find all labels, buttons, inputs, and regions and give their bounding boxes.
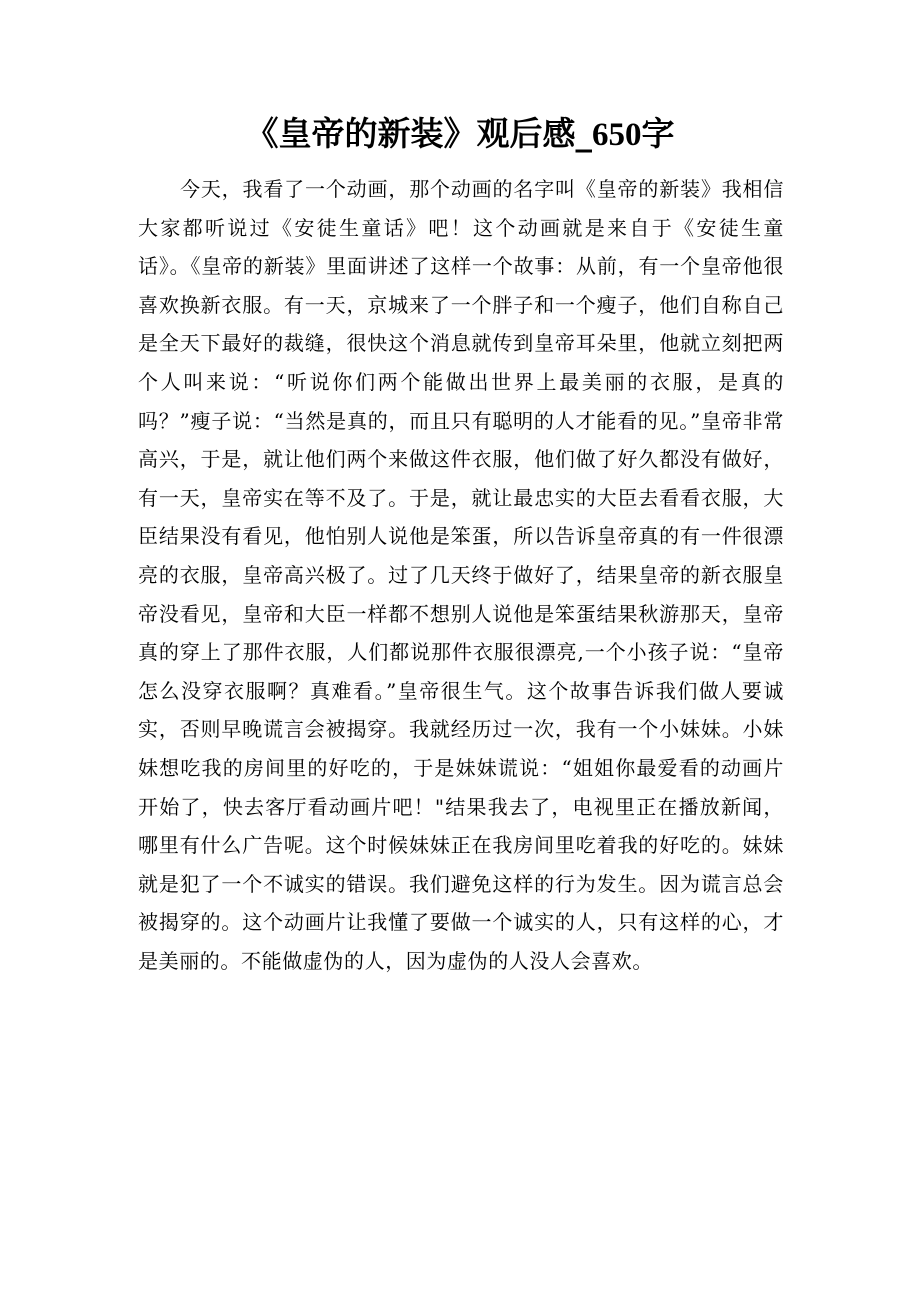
body-paragraph: 今天，我看了一个动画，那个动画的名字叫《皇帝的新装》我相信大家都听说过《安徒生童话》吧！这个动画就是来自于《安徒生童话》。《皇帝的新装》里面讲述了这样一个故事：从前，有一个皇帝他很喜欢换新衣服。有一天，京城来了一个胖子和一个瘦子，他们自称自己是全天下最好的裁缝，很快这个消息就传到皇帝耳朵里，他就立刻把两个人叫来说：“听说你们两个能做出世界上最美丽的衣服，是真的吗？”瘦子说：“当然是真的，而且只有聪明的人才能看的见。”皇帝非常高兴，于是，就让他们两个来做这件衣服，他们做了好久都没有做好，有一天，皇帝实在等不及了。于是，就让最忠实的大臣去看看衣服，大臣结果没有看见，他怕别人说他是笨蛋，所以告诉皇帝真的有一件很漂亮的衣服，皇帝高兴极了。过了几天终于做好了，结果皇帝的新衣服皇帝没看见，皇帝和大臣一样都不想别人说他是笨蛋结果秋游那天，皇帝真的穿上了那件衣服，人们都说那件衣服很漂亮,一个小孩子说：“皇帝怎么没穿衣服啊？真难看。”皇帝很生气。这个故事告诉我们做人要诚实，否则早晚谎言会被揭穿。我就经历过一次，我有一个小妹妹。小妹妹想吃我的房间里的好吃的，于是妹妹谎说：“姐姐你最爱看的动画片开始了，快去客厅看动画片吧！"结果我去了，电视里正在播放新闻，哪里有什么广告呢。这个时候妹妹正在我房间里吃着我的好吃的。妹妹就是犯了一个不诚实的错误。我们避免这样的行为发生。因为谎言总会被揭穿的。这个动画片让我懂了要做一个诚实的人，只有这样的心，才是美丽的。不能做虚伪的人，因为虚伪的人没人会喜欢。 bbox=[138, 177, 784, 973]
title-prefix: 《皇帝的新装》观后感_ bbox=[245, 114, 592, 153]
title-suffix: 字 bbox=[641, 114, 675, 153]
page-title bbox=[0, 112, 920, 157]
title-number: 650 bbox=[592, 117, 642, 153]
